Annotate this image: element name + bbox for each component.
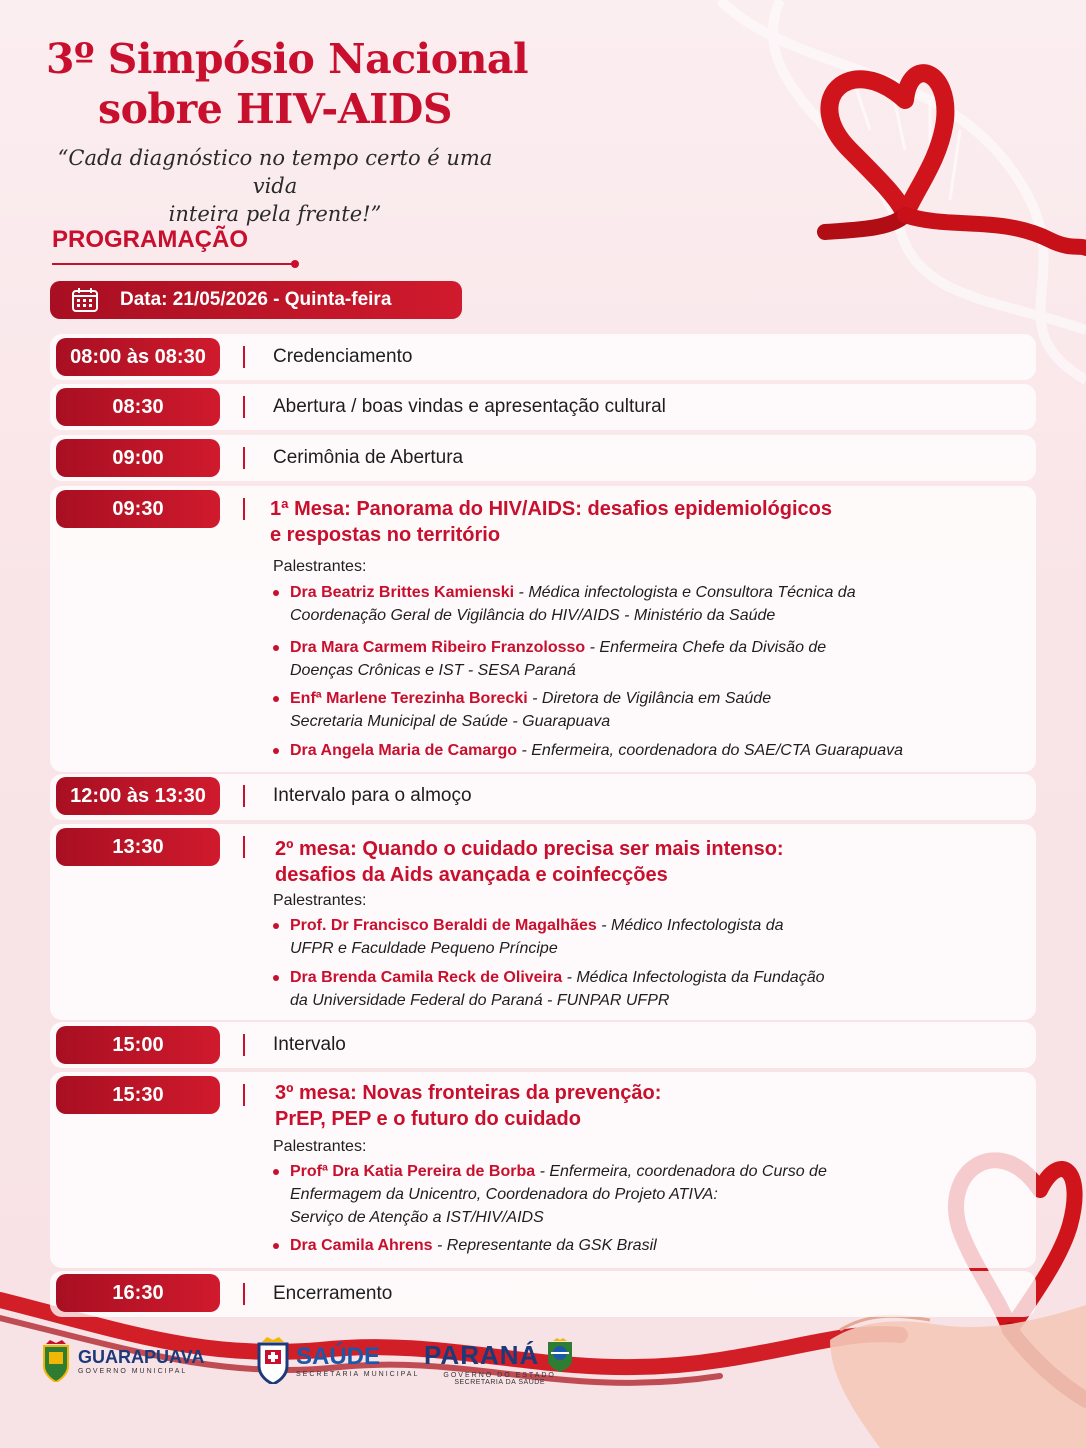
guarapuava-text: GUARAPUAVA — [78, 1347, 205, 1367]
speaker-item — [290, 966, 825, 1012]
section-underline — [52, 263, 294, 265]
speaker-name: Profª Dra Katia Pereira de Borba — [290, 1163, 536, 1180]
quote-line-1: “Cada diagnóstico no tempo certo é uma vida — [57, 146, 493, 198]
speaker-name: Dra Angela Maria de Camargo — [290, 742, 518, 759]
schedule-row — [50, 384, 1036, 430]
speaker-item — [290, 687, 771, 733]
speaker-role-cont: Enfermagem da Unicentro, Coordenadora do Projeto ATIVA: — [290, 1186, 718, 1203]
speaker-name: Dra Mara Carmem Ribeiro Franzolosso — [290, 639, 586, 656]
activity-label: Intervalo — [273, 1034, 346, 1055]
speaker-role: - Diretora de Vigilância em Saúde — [527, 690, 772, 707]
bullet-icon — [273, 1243, 279, 1249]
speaker-role-cont: da Universidade Federal do Paraná - FUNPAR UFPR — [290, 992, 670, 1009]
activity-label: Abertura / boas vindas e apresentação cultural — [273, 396, 666, 417]
bullet-icon — [273, 975, 279, 981]
speaker-name: Dra Camila Ahrens — [290, 1237, 433, 1254]
separator — [243, 1034, 245, 1056]
parana-subtext: GOVERNO DO ESTADO — [443, 1372, 556, 1379]
bullet-icon — [273, 923, 279, 929]
section-underline-dot — [291, 260, 299, 268]
time-badge: 12:00 às 13:30 — [56, 777, 220, 815]
speaker-item — [290, 1234, 657, 1257]
parana-logo — [424, 1338, 575, 1386]
schedule-row-mesa-2 — [50, 824, 1036, 1020]
separator — [243, 785, 245, 807]
speaker-item — [290, 914, 784, 960]
guarapuava-logo — [40, 1340, 204, 1382]
footer-logos — [0, 1340, 1086, 1448]
activity-label: Credenciamento — [273, 346, 413, 367]
time-badge: 08:00 às 08:30 — [56, 338, 220, 376]
schedule-row — [50, 435, 1036, 481]
schedule-row — [50, 1271, 1036, 1317]
palestrantes-label: Palestrantes: — [273, 558, 367, 575]
bullet-icon — [273, 748, 279, 754]
coat-of-arms-icon — [40, 1340, 72, 1382]
speaker-name: Dra Brenda Camila Reck de Oliveira — [290, 969, 563, 986]
guarapuava-subtext: GOVERNO MUNICIPAL — [78, 1368, 188, 1375]
speaker-role: - Representante da GSK Brasil — [432, 1237, 657, 1254]
bullet-icon — [273, 645, 279, 651]
mesa-title — [275, 1080, 661, 1132]
schedule-row — [50, 334, 1036, 380]
speaker-name: Dra Beatriz Brittes Kamienski — [290, 584, 515, 601]
palestrantes-label: Palestrantes: — [273, 892, 367, 909]
speaker-role: - Médico Infectologista da — [596, 917, 784, 934]
palestrantes-label: Palestrantes: — [273, 1138, 367, 1155]
schedule-row — [50, 1022, 1036, 1068]
time-badge: 15:00 — [56, 1026, 220, 1064]
mesa-title-line-2: PrEP, PEP e o futuro do cuidado — [275, 1108, 581, 1130]
mesa-title-line-1: 1ª Mesa: Panorama do HIV/AIDS: desafios epidemiológicos — [270, 498, 832, 520]
speaker-item — [290, 581, 856, 627]
speaker-item — [290, 1160, 827, 1229]
activity-label: Cerimônia de Abertura — [273, 447, 464, 468]
bullet-icon — [273, 696, 279, 702]
time-badge: 16:30 — [56, 1274, 220, 1312]
mesa-title — [275, 836, 784, 888]
quote-line-2: inteira pela frente!” — [168, 202, 382, 226]
speaker-name: Enfª Marlene Terezinha Borecki — [290, 690, 528, 707]
mesa-title-line-2: desafios da Aids avançada e coinfecções — [275, 864, 668, 886]
bullet-icon — [273, 1169, 279, 1175]
time-badge: 09:00 — [56, 439, 220, 477]
speaker-role: - Enfermeira Chefe da Divisão de — [585, 639, 827, 656]
calendar-icon — [72, 288, 98, 312]
mesa-title-line-1: 3º mesa: Novas fronteiras da prevenção: — [275, 1082, 662, 1104]
separator — [243, 1084, 245, 1106]
saude-subtext: SECRETARIA MUNICIPAL — [296, 1370, 420, 1378]
schedule-row — [50, 774, 1036, 820]
activity-label: Intervalo para o almoço — [273, 785, 472, 806]
speaker-item — [290, 739, 903, 762]
speaker-role: - Médica infectologista e Consultora Técnica da — [514, 584, 856, 601]
separator — [243, 346, 245, 368]
separator — [243, 396, 245, 418]
parana-subtext-2: SECRETARIA DA SAÚDE — [454, 1379, 545, 1386]
separator — [243, 498, 245, 520]
page-title — [46, 34, 529, 134]
speaker-name: Prof. Dr Francisco Beraldi de Magalhães — [290, 917, 597, 934]
coat-of-arms-icon — [256, 1336, 290, 1384]
speaker-role-cont: Serviço de Atenção a IST/HIV/AIDS — [290, 1209, 544, 1226]
bullet-icon — [273, 590, 279, 596]
saude-logo — [256, 1336, 419, 1384]
parana-flag-icon — [545, 1338, 575, 1372]
speaker-role-cont: UFPR e Faculdade Pequeno Príncipe — [290, 940, 558, 957]
red-ribbon-heart — [825, 73, 1086, 248]
mesa-title-line-1: 2º mesa: Quando o cuidado precisa ser mais intenso: — [275, 838, 784, 860]
activity-label: Encerramento — [273, 1283, 393, 1304]
speaker-role-cont: Coordenação Geral de Vigilância do HIV/AIDS - Ministério da Saúde — [290, 607, 776, 624]
mesa-title-line-2: e respostas no território — [270, 524, 501, 546]
section-title: PROGRAMAÇÃO — [52, 226, 248, 253]
schedule-row-mesa-3 — [50, 1072, 1036, 1268]
title-line-1: 3º Simpósio Nacional — [46, 35, 529, 83]
mesa-title — [270, 496, 832, 548]
time-badge: 13:30 — [56, 828, 220, 866]
time-badge: 08:30 — [56, 388, 220, 426]
parana-text: PARANÁ — [424, 1339, 540, 1370]
date-label: Data: 21/05/2026 - Quinta-feira — [120, 289, 392, 310]
speaker-role: - Médica Infectologista da Fundação — [562, 969, 825, 986]
schedule-row-mesa-1 — [50, 486, 1036, 772]
time-badge: 09:30 — [56, 490, 220, 528]
speaker-role: - Enfermeira, coordenadora do Curso de — [535, 1163, 827, 1180]
speaker-item — [290, 636, 826, 682]
saude-text: SAÚDE — [296, 1342, 381, 1370]
date-badge — [50, 281, 462, 319]
tagline-quote — [50, 144, 500, 228]
time-badge: 15:30 — [56, 1076, 220, 1114]
title-line-2: sobre HIV-AIDS — [98, 85, 452, 133]
speaker-role: - Enfermeira, coordenadora do SAE/CTA Guarapuava — [517, 742, 904, 759]
speaker-role-cont: Secretaria Municipal de Saúde - Guarapuava — [290, 713, 611, 730]
separator — [243, 447, 245, 469]
separator — [243, 836, 245, 858]
speaker-role-cont: Doenças Crônicas e IST - SESA Paraná — [290, 662, 576, 679]
separator — [243, 1283, 245, 1305]
